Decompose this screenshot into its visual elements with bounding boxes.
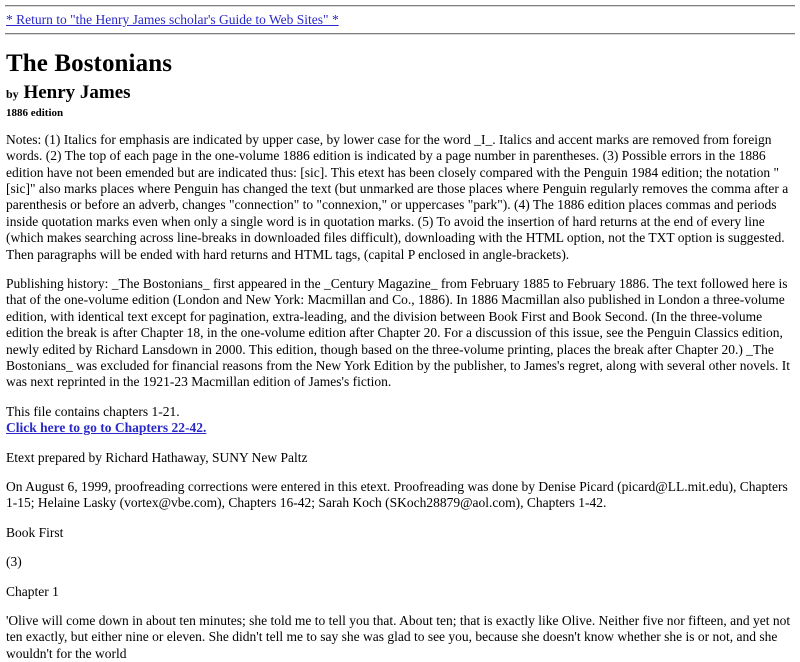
horizontal-rule-top — [5, 5, 795, 7]
top-navigation — [6, 12, 795, 28]
go-to-chapters-link[interactable]: Click here to go to Chapters 22-42. — [6, 420, 207, 436]
edition-label: 1886 edition — [6, 106, 64, 119]
author-byline — [6, 83, 795, 103]
byline-by-word: by — [6, 86, 19, 101]
author-name: Henry James — [23, 81, 131, 103]
etext-credit-paragraph: Etext prepared by Richard Hathaway, SUNY New Paltz — [6, 449, 308, 465]
proofreading-paragraph: On August 6, 1999, proofreading corrections were entered in this etext. Proofreading was done by Denise Picard (picard@LL.mit.edu), Chapters 1-15; Helaine Lasky (vortex@vbe.com), Chapters 16-42; Sarah Koch (SKoch28879@aol.com), Chapters 1-42. — [6, 479, 788, 511]
opening-paragraph: 'Olive will come down in about ten minutes; she told me to tell you that. About ten; that is exactly like Olive. Neither five nor fifteen, and yet not ten exactly, but either nine or eleven. She didn't tell me to say she was glad to see you, because she doesn't know whether she is or not, and she wouldn't for the world — [6, 613, 791, 661]
file-contains-text: This file contains chapters 1-21. — [6, 403, 180, 419]
publishing-history-paragraph: Publishing history: _The Bostonians_ first appeared in the _Century Magazine_ from February 1885 to February 1886. The text followed here is that of the one-volume edition (London and New York: Macmillan and Co., 1886). In 1886 Macmillan also published in London a three-volume edition, with identical text except for pagination, extra-leading, and the division between Book First and Book Second. (In the three-volume edition the break is after Chapter 18, in the one-volume edition after Chapter 20. For a discussion of this issue, see the Penguin Classics edition, newly edited by Richard Lansdown in 2000. This edition, though based on the three-volume printing, places the break after Chapter 20.) _The Bostonians_ was excluded for financial reasons from the New York Edition by the publisher, to James's regret, along with several other novels. It was next reprinted in the 1921-23 Macmillan edition of James's fiction. — [6, 275, 790, 390]
horizontal-rule-below-nav — [5, 33, 795, 35]
notes-paragraph: Notes: (1) Italics for emphasis are indicated by upper case, by lower case for the word _I_. Italics and accent marks are removed from foreign words. (2) The top of each page in the one-volume 1886 edition is indicated by a page number in parentheses. (3) Possible errors in the 1886 edition have not been emended but are indicated thus: [sic]. This etext has been closely compared with the Penguin 1984 edition; the notation "[sic]" also marks places where Penguin has changed the text (but unmarked are those places where Penguin regularly removes the comma after a parenthesis or before an adverb, changes "connection" to "connexion," or uppercases "park"). (4) The 1886 edition places commas and periods inside quotation marks even when only a single word is in quotation marks. (5) To avoid the insertion of hard returns at the end of every line (which makes searching across line-breaks in downloaded files difficult), downloading with the HTML option, not the TXT option is suggested. Then paragraphs will be ended with hard returns and HTML tags, (capital P enclosed in angle-brackets). — [6, 131, 789, 262]
file-contents-paragraph — [6, 404, 794, 437]
page-title: The Bostonians — [6, 50, 173, 78]
book-first-heading: Book First — [6, 524, 64, 540]
return-to-guide-link[interactable]: * Return to "the Henry James scholar's Guide to Web Sites" * — [6, 12, 339, 27]
page-number-marker: (3) — [6, 554, 22, 570]
chapter-heading: Chapter 1 — [6, 583, 59, 599]
